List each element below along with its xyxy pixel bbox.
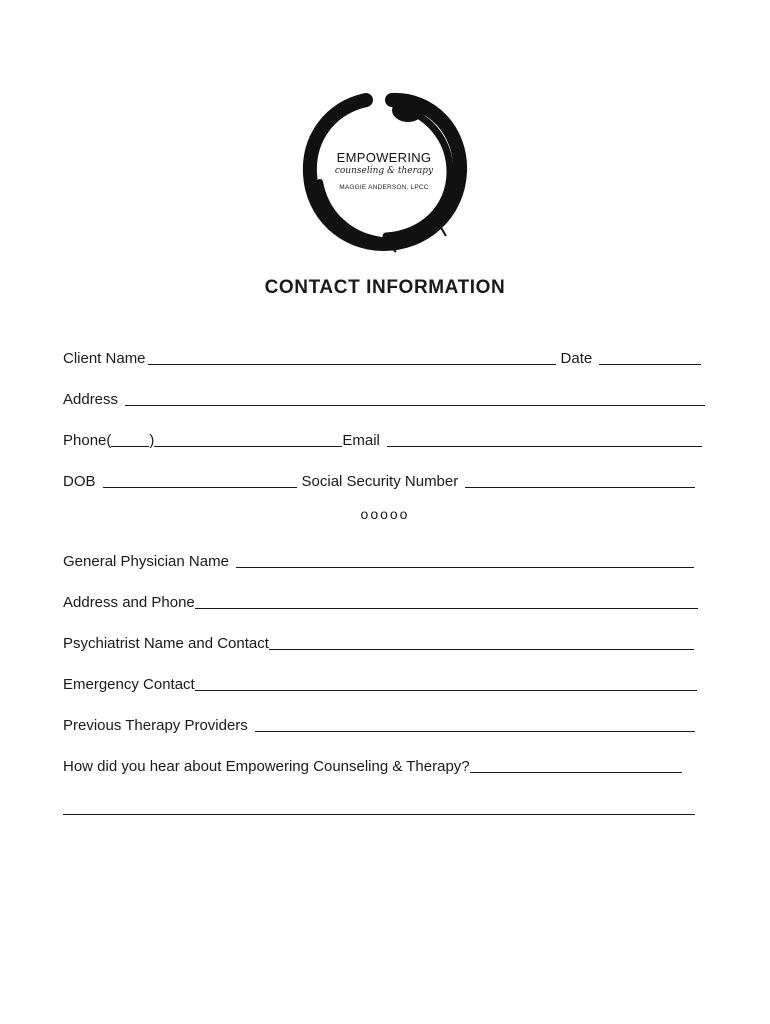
physician-label: General Physician Name [63,553,229,570]
phone-label: Phone( [63,432,112,449]
referral-label: How did you hear about Empowering Counseling & Therapy? [63,758,470,775]
psychiatrist-field[interactable] [269,648,694,650]
email-field[interactable] [387,445,702,447]
physician-row [63,548,694,570]
psychiatrist-row [63,630,694,652]
client-name-date-row [63,345,701,367]
date-field[interactable] [599,363,701,365]
address-phone-row [63,589,698,611]
client-name-label: Client Name [63,350,146,367]
phone-paren-close: ) [149,432,155,449]
referral-row [63,753,682,775]
previous-providers-label: Previous Therapy Providers [63,717,248,734]
address-field[interactable] [125,404,705,406]
emergency-contact-field[interactable] [195,689,697,691]
phone-email-row [63,427,702,449]
psychiatrist-label: Psychiatrist Name and Contact [63,635,269,652]
phone-area-code-field[interactable] [111,445,149,447]
ssn-field[interactable] [465,486,695,488]
address-phone-label: Address and Phone [63,594,195,611]
logo-practitioner: MAGGIE ANDERSON, LPCC [339,184,429,191]
dob-ssn-row [63,468,695,490]
referral-continuation-row [63,795,695,817]
emergency-contact-row [63,671,697,693]
previous-providers-row [63,712,695,734]
dob-label: DOB [63,473,96,490]
company-logo [300,86,468,254]
client-name-field[interactable] [148,363,556,365]
logo-tagline: counseling & therapy [334,166,434,176]
phone-number-field[interactable] [154,445,342,447]
address-phone-field[interactable] [195,607,698,609]
address-row [63,386,705,408]
physician-field[interactable] [236,566,694,568]
logo-brand-name: EMPOWERING [336,150,432,165]
referral-continuation-field[interactable] [63,813,695,815]
email-label: Email [342,432,380,449]
ssn-label: Social Security Number [301,473,459,490]
address-label: Address [63,391,119,408]
dob-field[interactable] [103,486,297,488]
referral-field[interactable] [470,771,682,773]
page-title: CONTACT INFORMATION [264,277,506,298]
emergency-contact-label: Emergency Contact [63,676,195,693]
date-label: Date [560,350,593,367]
previous-providers-field[interactable] [255,730,695,732]
section-separator: ooooo [360,506,410,522]
